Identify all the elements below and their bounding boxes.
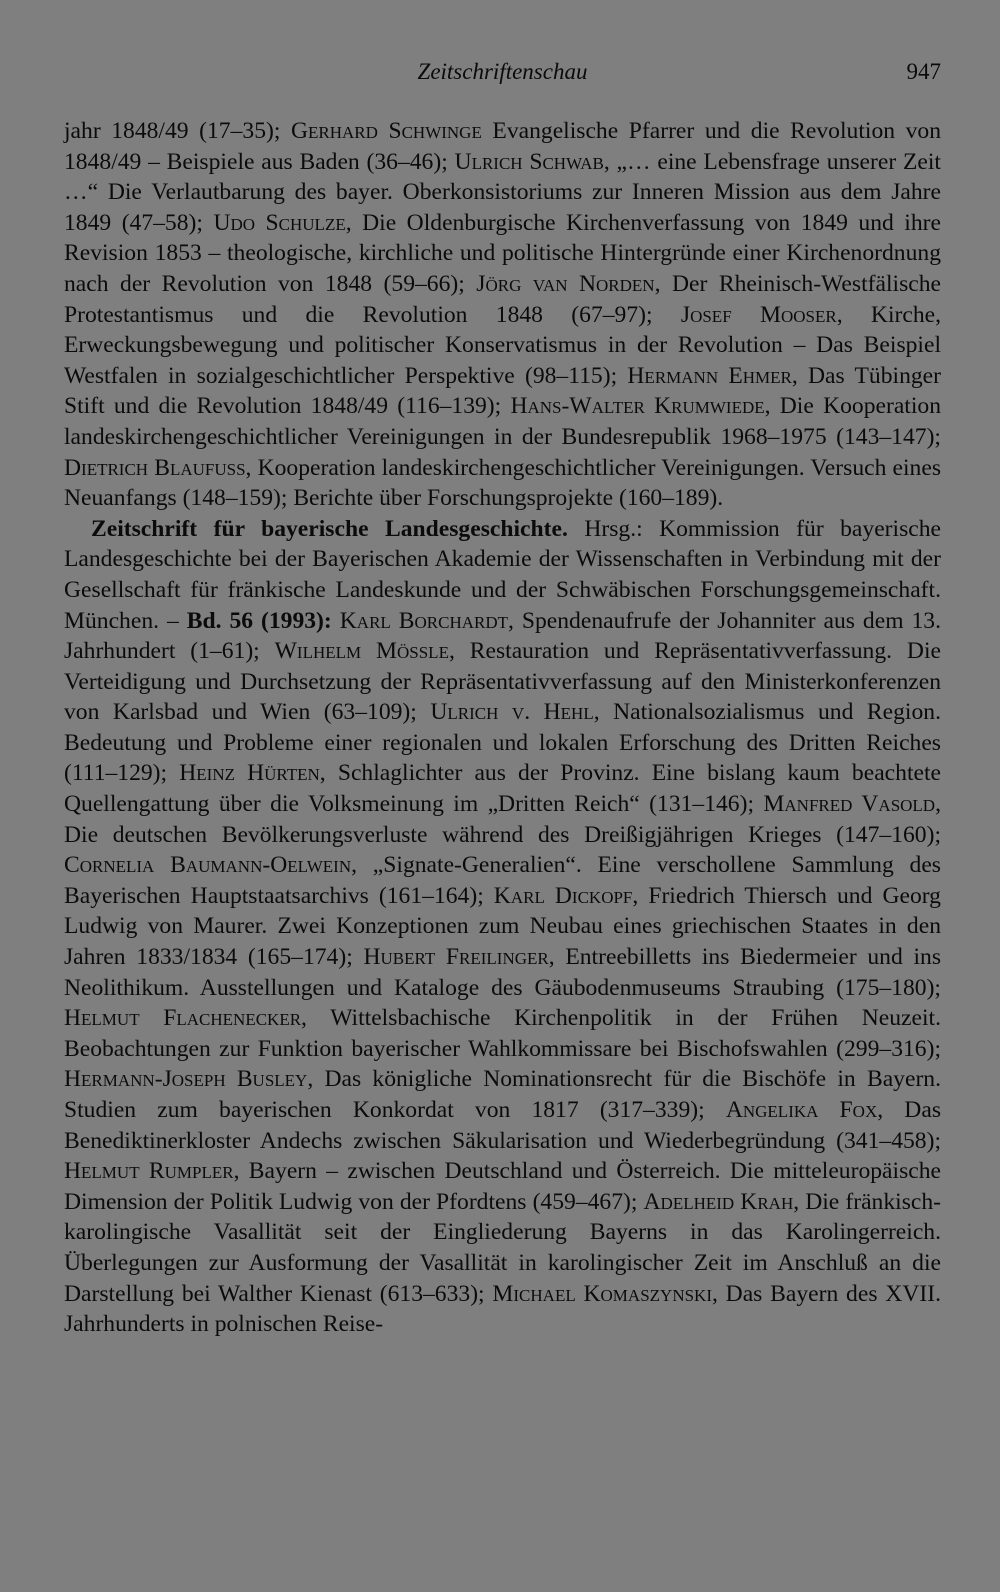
author-name: Hermann-Joseph Busley <box>64 1066 308 1093</box>
running-title: Zeitschriftenschau <box>417 59 588 84</box>
author-name: Manfred Vasold <box>763 791 936 818</box>
author-name: Helmut Rumpler <box>64 1158 234 1185</box>
bold-text: Zeitschrift für bayerische Landesgeschichte. <box>91 515 568 542</box>
author-name: Hans-Walter Krumwiede <box>510 393 765 420</box>
text-run: , „Signate-Generalien“. Eine verschollene Sammlung des Bayerischen Hauptstaatsarchivs (161–164); <box>64 852 941 909</box>
text-run: , Kirche, Erweckungsbewegung und politischer Konservatismus in der Revolution – Das Beispiel Westfalen in sozialgeschichtlicher Perspektive (98–115); <box>64 301 941 389</box>
author-name: Josef Mooser <box>680 301 837 328</box>
author-name: Cornelia Baumann-Oelwein <box>64 852 352 879</box>
text-run: , Entreebilletts ins Biedermeier und ins Neolithikum. Ausstellungen und Kataloge des Gäubodenmuseums Straubing (175–180); <box>64 944 941 1001</box>
text-run: , Das königliche Nominationsrecht für die Bischöfe in Bayern. Studien zum bayerischen Konkordat von 1817 (317–339); <box>64 1066 941 1123</box>
author-name: Karl Dickopf <box>493 882 633 909</box>
running-head <box>64 54 941 90</box>
text-run: , Spendenaufrufe der Johanniter aus dem 13. Jahrhundert (1–61); <box>64 607 942 665</box>
text-run: , Friedrich Thiersch und Georg Ludwig von Maurer. Zwei Konzeptionen zum Neubau eines griechischen Staates in den Jahren 1833/1834 (165–174); <box>64 882 941 971</box>
author-name: Ulrich Schwab <box>454 148 604 175</box>
text-run: , Wittelsbachische Kirchenpolitik in der Frühen Neuzeit. Beobachtungen zur Funktion bayerischer Wahlkommissare bei Bischofswahlen (299–316); <box>64 1005 941 1062</box>
bold-text: Bd. 56 (1993): <box>186 607 332 634</box>
author-name: Dietrich Blaufuss <box>64 454 246 481</box>
text-run: , Die deutschen Bevölkerungsverluste während des Dreißigjährigen Krieges (147–160); <box>64 791 941 848</box>
author-name: Jörg van Norden <box>476 270 655 297</box>
author-name: Ulrich v. Hehl <box>430 699 594 726</box>
text-run <box>332 608 340 634</box>
author-name: Wilhelm Mössle <box>274 638 449 665</box>
page-number: 947 <box>906 59 941 84</box>
text-run: , Das Benediktinerkloster Andechs zwischen Säkularisation und Wiederbegründung (341–458); <box>64 1097 941 1154</box>
text-run: , Das Tübinger Stift und die Revolution 1848/49 (116–139); <box>64 362 941 420</box>
author-name: Hubert Freilinger <box>363 944 549 971</box>
author-name: Hermann Ehmer <box>627 362 792 389</box>
text-run: , Das Bayern des XVII. Jahrhunderts in polnischen Reise- <box>64 1280 941 1338</box>
author-name: Heinz Hürten <box>179 760 320 787</box>
text-run: , Der Rheinisch-Westfälische Protestantismus und die Revolution 1848 (67–97); <box>64 270 942 328</box>
text-run: , Die fränkisch-karolingische Vasallität seit der Eingliederung Bayerns in das Karolingerreich. Überlegungen zur Ausformung der Vasallität in karolingischer Zeit im Anschluß an die Darstellung bei Walther Kienast (613–633); <box>64 1188 941 1307</box>
body-text <box>64 116 941 1340</box>
text-run: , Schlaglichter aus der Provinz. Eine bislang kaum beachtete Quellengattung über die Volksmeinung im „Dritten Reich“ (131–146); <box>64 760 941 818</box>
text-run: Hrsg.: Kommission für bayerische Landesgeschichte bei der Bayerischen Akademie der Wissenschaften in Verbindung mit der Gesellschaft für fränkische Landeskunde und der Schwäbischen Forschungsgemeinschaft. München. – <box>64 515 942 634</box>
author-name: Helmut Flachenecker <box>64 1005 302 1032</box>
author-name: Adelheid Krah <box>643 1188 794 1215</box>
text-run: , Nationalsozialismus und Region. Bedeutung und Probleme einer regionalen und lokalen Erforschung des Dritten Reiches (111–129); <box>64 699 941 787</box>
author-name: Udo Schulze <box>213 209 346 236</box>
author-name: Karl Borchardt <box>339 607 508 634</box>
author-name: Michael Komaszynski <box>492 1280 712 1307</box>
text-run: , „… eine Lebensfrage unserer Zeit …“ Die Verlautbarung des bayer. Oberkonsistoriums zur Inneren Mission aus dem Jahre 1849 (47–58); <box>64 148 941 236</box>
journal-entry-paragraph <box>64 514 941 1340</box>
text-run: , Die Kooperation landeskirchengeschichtlicher Vereinigungen in der Bundesrepublik 1968–1975 (143–147); <box>64 393 942 450</box>
text-run: , Restauration und Repräsentativverfassung. Die Verteidigung und Durchsetzung der Repräsentativverfassung auf den Ministerkonferenzen von Karlsbad und Wien (63–109); <box>64 638 941 726</box>
text-run: , Bayern – zwischen Deutschland und Österreich. Die mitteleuropäische Dimension der Politik Ludwig von der Pfordtens (459–467); <box>64 1158 941 1215</box>
text-run: jahr 1848/49 (17–35); <box>64 118 291 144</box>
continued-entry-paragraph <box>64 116 941 514</box>
author-name: Gerhard Schwinge <box>290 118 482 144</box>
text-run: Evangelische Pfarrer und die Revolution von 1848/49 – Beispiele aus Baden (36–46); <box>64 118 941 175</box>
text-run: , Kooperation landeskirchengeschichtlicher Vereinigungen. Versuch eines Neuanfangs (148–159); Berichte über Forschungsprojekte (160–189). <box>64 454 941 512</box>
author-name: Angelika Fox <box>725 1097 878 1123</box>
text-run: , Die Oldenburgische Kirchenverfassung von 1849 und ihre Revision 1853 – theologische, kirchliche und politische Hintergründe einer Kirchenordnung nach der Revolution von 1848 (59–66); <box>64 209 941 297</box>
